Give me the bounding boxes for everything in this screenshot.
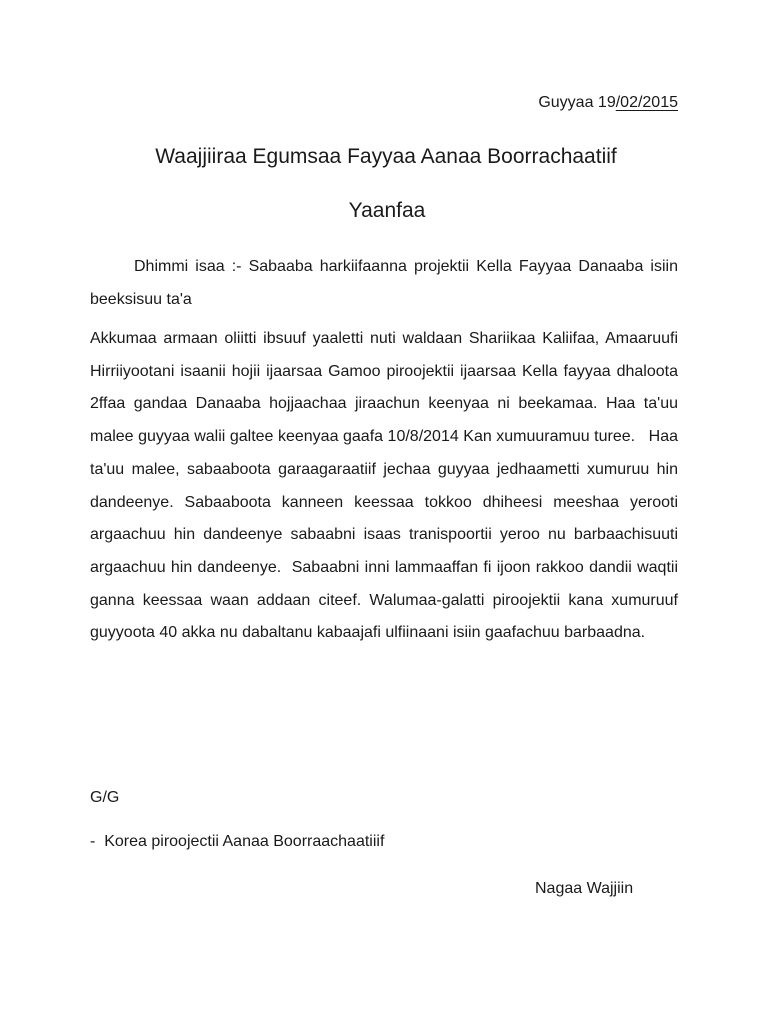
letter-date (538, 94, 678, 112)
letter-cc: - Korea piroojectii Aanaa Boorraachaatiiif (90, 833, 385, 850)
letter-subject: Dhimmi isaa :- Sabaaba harkiifaanna projektii Kella Fayyaa Danaaba isiin beeksisuu ta'a (90, 258, 678, 308)
letter-signature: Nagaa Wajjiin (535, 880, 634, 897)
date-underlined: /02/2015 (615, 94, 678, 111)
letter-closing: G/G (90, 789, 120, 806)
letter-body: Akkumaa armaan oliitti ibsuuf yaaletti nuti waldaan Shariikaa Kaliifaa, Amaaruufi Hirriiyootani isaanii hojii ijaarsaa Gamoo piroojektii ijaarsaa Kella fayyaa dhaloota 2ffaa gandaa Danaaba hojjaachaa jiraachun keenyaa ni beekamaa. Haa ta'uu malee guyyaa walii galtee keenyaa gaafa 10/8/2014 Kan xumuuramuu turee. Haa ta'uu malee, sabaaboota garaagaraatiif jechaa guyyaa jedhaametti xumuruu hin dandeenye. Sabaaboota kanneen keessaa tokkoo dhiheesi meeshaa yerooti argaachuu hin dandeenye sabaabni isaas tranispoortii yeroo nu barbaachisuuti argaachuu hin dandeenye. Sabaabni inni lammaaffan fi ijoon rakkoo dandii waqtii ganna keessaa waan addaan citeef. Walumaa-galatti piroojektii kana xumuruuf guyyoota 40 akka nu dabaltanu kabaajafi ulfiinaani isiin gaafachuu barbaadna. (90, 330, 687, 642)
recipient-location: Yaanfaa (348, 199, 426, 222)
date-prefix: Guyyaa 19 (538, 94, 616, 111)
recipient-title: Waajjiiraa Egumsaa Fayyaa Aanaa Boorrachaatiif (155, 145, 617, 168)
